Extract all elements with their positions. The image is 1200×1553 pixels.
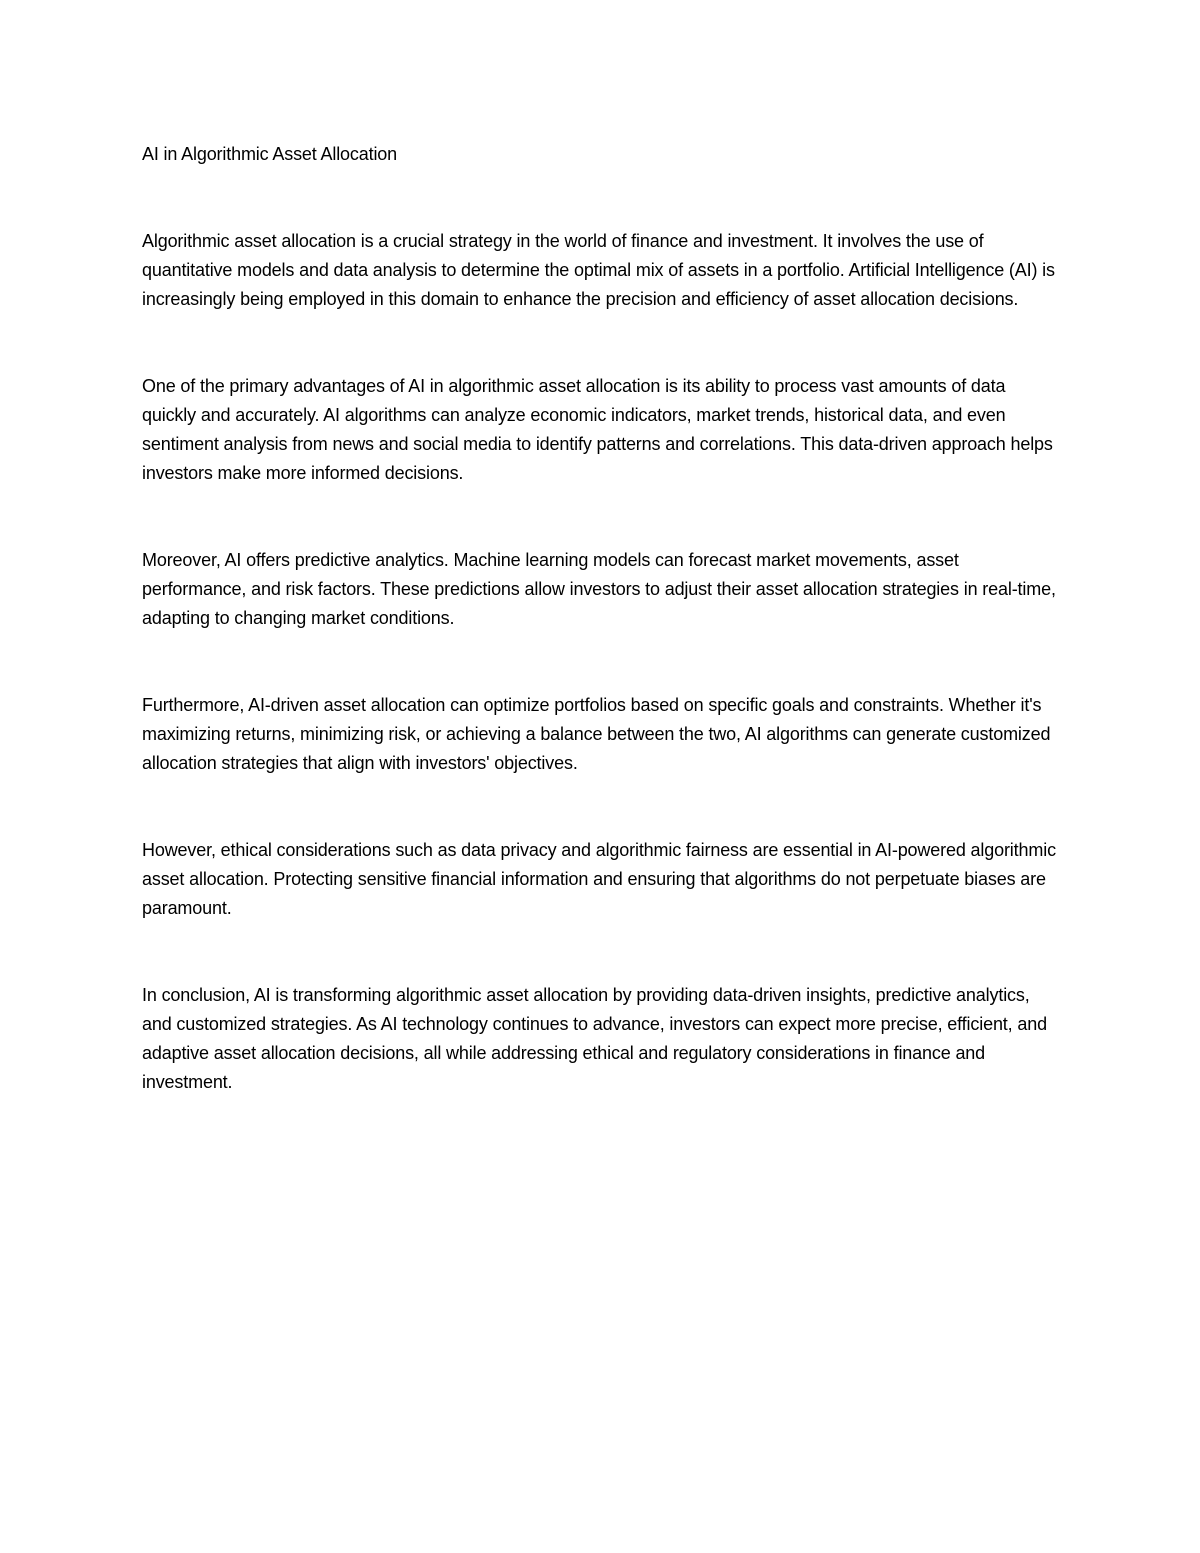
paragraph-conclusion: In conclusion, AI is transforming algorithmic asset allocation by providing data-driven insights, predictive analytics, and customized strategies. As AI technology continues to advance, investors can expect more precise, efficient, and adaptive asset allocation decisions, all while addressing ethical and regulatory considerations in finance and investment. — [142, 985, 1047, 1092]
paragraph-intro: Algorithmic asset allocation is a crucial strategy in the world of finance and investment. It involves the use of quantitative models and data analysis to determine the optimal mix of assets in a portfolio. Artificial Intelligence (AI) is increasingly being employed in this domain to enhance the precision and efficiency of asset allocation decisions. — [142, 231, 1055, 309]
paragraph-advantages: One of the primary advantages of AI in algorithmic asset allocation is its ability to process vast amounts of data quickly and accurately. AI algorithms can analyze economic indicators, market trends, historical data, and even sentiment analysis from news and social media to identify patterns and correlations. This data-driven approach helps investors make more informed decisions. — [142, 376, 1053, 483]
spacer — [142, 923, 1062, 981]
document-body — [142, 140, 1062, 1097]
spacer — [142, 488, 1062, 546]
document-title: AI in Algorithmic Asset Allocation — [142, 144, 398, 164]
spacer — [142, 169, 1062, 227]
spacer — [142, 633, 1062, 691]
paragraph-portfolio-optimization: Furthermore, AI-driven asset allocation can optimize portfolios based on specific goals and constraints. Whether it's maximizing returns, minimizing risk, or achieving a balance between the two, AI algorithms can generate customized allocation strategies that align with investors' objectives. — [142, 695, 1051, 773]
spacer — [142, 778, 1062, 836]
paragraph-predictive-analytics: Moreover, AI offers predictive analytics. Machine learning models can forecast market movements, asset performance, and risk factors. These predictions allow investors to adjust their asset allocation strategies in real-time, adapting to changing market conditions. — [142, 550, 1056, 628]
paragraph-ethics: However, ethical considerations such as data privacy and algorithmic fairness are essential in AI-powered algorithmic asset allocation. Protecting sensitive financial information and ensuring that algorithms do not perpetuate biases are paramount. — [142, 840, 1056, 918]
spacer — [142, 314, 1062, 372]
